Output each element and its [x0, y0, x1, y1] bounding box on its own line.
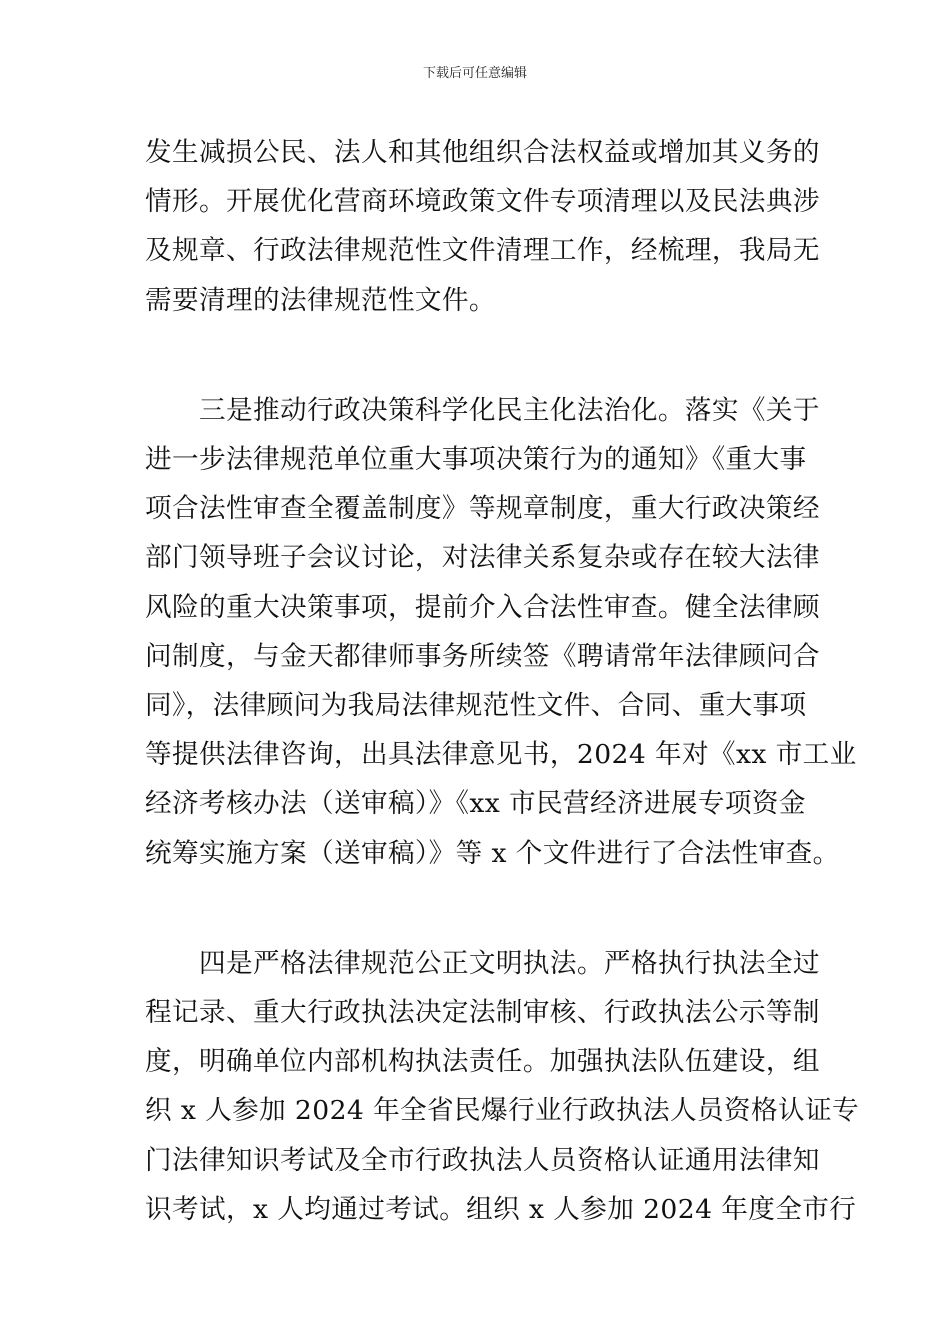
text-line: 发生减损公民、法人和其他组织合法权益或增加其义务的: [145, 137, 820, 168]
text-line: 识考试，x 人均通过考试。组织 x 人参加 2024 年度全市行: [145, 1193, 857, 1225]
text-line: 四是严格法律规范公正文明执法。严格执行执法全过: [145, 947, 820, 979]
text-line: 统筹实施方案（送审稿）》等 x 个文件进行了合法性审查。: [145, 837, 840, 869]
text-line: 三是推动行政决策科学化民主化法治化。落实《关于: [145, 394, 820, 426]
text-line: 风险的重大决策事项，提前介入合法性审查。健全法律顾: [145, 591, 820, 623]
text-line: 等提供法律咨询，出具法律意见书，2024 年对《xx 市工业: [145, 739, 857, 771]
paragraph-1: [145, 128, 820, 325]
text-line: 同》，法律顾问为我局法律规范性文件、合同、重大事项: [145, 690, 807, 722]
text-line: 度，明确单位内部机构执法责任。加强执法队伍建设，组: [145, 1046, 820, 1078]
text-line: 项合法性审查全覆盖制度》等规章制度，重大行政决策经: [145, 493, 820, 525]
text-line: 门法律知识考试及全市行政执法人员资格认证通用法律知: [145, 1144, 820, 1176]
page-header-note: 下载后可任意编辑: [422, 66, 527, 81]
paragraph-2: [145, 386, 857, 878]
document-body: [145, 128, 859, 1234]
text-line: 问制度，与金天都律师事务所续签《聘请常年法律顾问合: [145, 640, 820, 672]
paragraph-3: [145, 939, 859, 1234]
text-line: 需要清理的法律规范性文件。: [145, 284, 496, 316]
text-line: 织 x 人参加 2024 年全省民爆行业行政执法人员资格认证专: [145, 1095, 859, 1127]
text-line: 经济考核办法（送审稿）》《xx 市民营经济进展专项资金: [145, 788, 806, 820]
text-line: 程记录、重大行政执法决定法制审核、行政执法公示等制: [145, 997, 820, 1029]
text-line: 及规章、行政法律规范性文件清理工作，经梳理，我局无: [145, 235, 820, 267]
text-line: 部门领导班子会议讨论，对法律关系复杂或存在较大法律: [145, 542, 820, 574]
text-line: 情形。开展优化营商环境政策文件专项清理以及民法典涉: [145, 186, 820, 218]
text-line: 进一步法律规范单位重大事项决策行为的通知》《重大事: [145, 444, 807, 476]
